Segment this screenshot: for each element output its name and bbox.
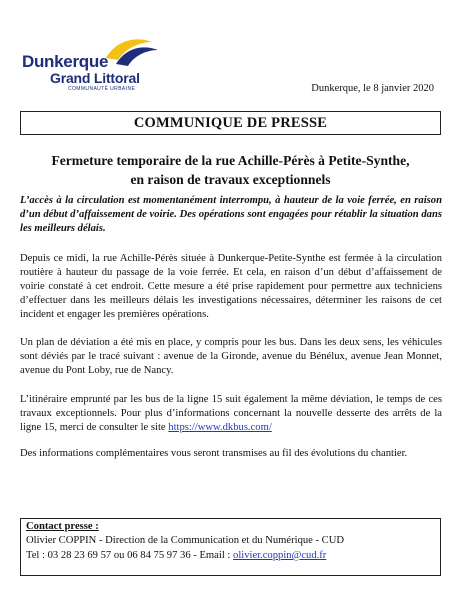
contact-line1: Olivier COPPIN - Direction de la Communication et du Numérique - CUD: [26, 535, 345, 546]
document-date: Dunkerque, le 8 janvier 2020: [311, 83, 434, 94]
logo-line1: Dunkerque: [22, 52, 109, 71]
logo: [22, 34, 182, 96]
dkbus-link[interactable]: https://www.dkbus.com/: [168, 422, 272, 433]
contact-title: Contact presse :: [26, 521, 99, 532]
logo-line3: COMMUNAUTÉ URBAINE: [68, 86, 136, 92]
paragraph-4: Des informations complémentaires vous seront transmises au fil des évolutions du chantier.: [20, 448, 408, 459]
intro-paragraph: L’accès à la circulation est momentanément interrompu, à hauteur de la voie ferrée, en raison d’un début d’affaissement de voirie. Des opérations sont engagées pour rétablir la situation dans les meilleurs délais.: [20, 195, 442, 234]
contact-email-link[interactable]: olivier.coppin@cud.fr: [233, 550, 327, 561]
logo-line2: Grand Littoral: [50, 70, 140, 86]
bird-emblem-icon: [100, 34, 162, 68]
document-title: [20, 151, 441, 189]
paragraph-3-text: L’itinéraire emprunté par les bus de la ligne 15 suit également la même déviation, le temps de ces travaux exceptionnels. Pour plus d’informations concernant la nouvelle desserte des arrêts de la ligne 15, merci de consulter le site: [20, 394, 442, 433]
contact-line2: [26, 550, 326, 561]
paragraph-1: Depuis ce midi, la rue Achille-Pérès située à Dunkerque-Petite-Synthe est fermée à la circulation routière à hauteur du passage de la voie ferrée. Et cela, en raison d’un début d’affaissement de voirie constaté à cet endroit. Cette mesure a été prise rapidement pour permettre aux techniciens d’effectuer dans les meilleurs délais les investigations nécessaires, déterminer les raisons de cet incident et engager les premières opérations.: [20, 253, 442, 320]
paragraph-3: [20, 393, 442, 435]
title-line1: Fermeture temporaire de la rue Achille-Pérès à Petite-Synthe,: [51, 153, 410, 168]
paragraph-2: Un plan de déviation a été mis en place, y compris pour les bus. Dans les deux sens, les véhicules sont déviés par le tracé suivant : avenue de la Gironde, avenue du Bénélux, avenue Jean Monnet, avenue du Pont Loby, rue de Nancy.: [20, 337, 442, 376]
press-release-heading: COMMUNIQUE DE PRESSE: [20, 111, 441, 135]
title-line2: en raison de travaux exceptionnels: [130, 172, 331, 187]
contact-box: [20, 518, 441, 576]
contact-phone: Tel : 03 28 23 69 57 ou 06 84 75 97 36 - Email :: [26, 550, 231, 561]
